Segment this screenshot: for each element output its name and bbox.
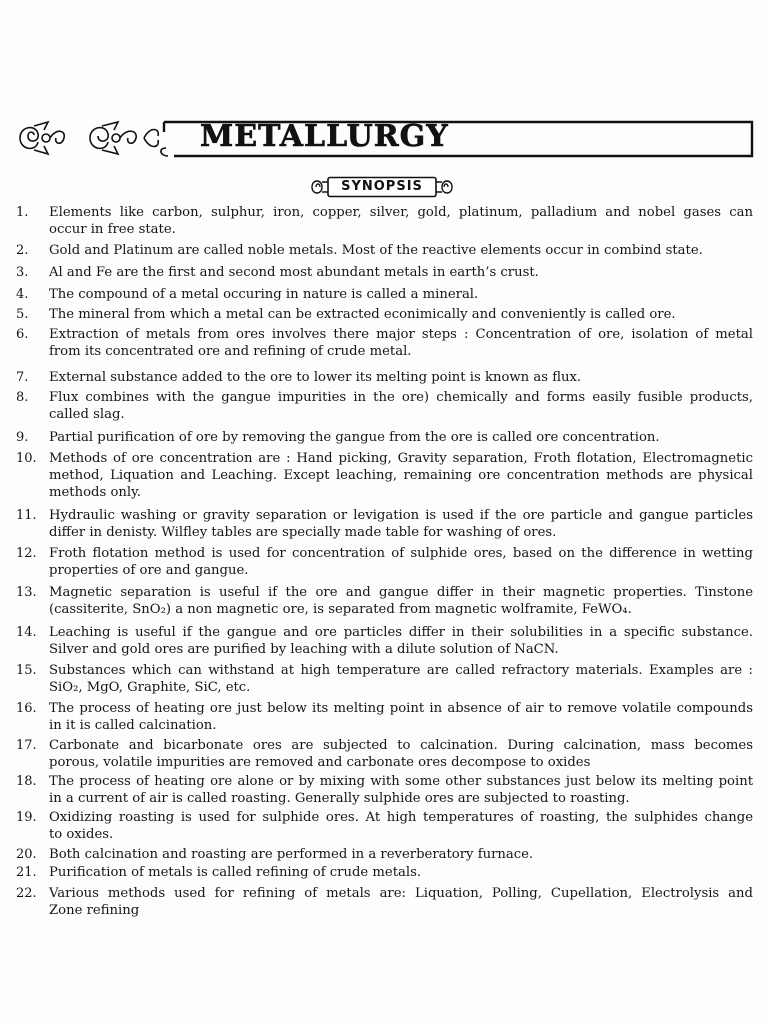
list-item-line: Magnetic separation is useful if the ore and gangue differ in their magnetic properties. Tinstone	[49, 585, 753, 600]
list-item-text	[49, 624, 753, 658]
list-item-number: 17.	[16, 738, 37, 753]
list-item-line: to oxides.	[49, 827, 114, 843]
list-item-number: 10.	[16, 451, 37, 466]
list-item-number: 4.	[16, 287, 29, 302]
list-item-line: Purification of metals is called refining of crude metals.	[49, 865, 422, 880]
list-item-line: Partial purification of ore by removing the gangue from the ore is called ore concentration.	[49, 430, 660, 445]
list-item-line: External substance added to the ore to lower its melting point is known as flux.	[49, 370, 582, 385]
list-item-number: 13.	[16, 585, 37, 600]
list-item-text	[49, 389, 753, 423]
list-item-line: Hydraulic washing or gravity separation or levigation is used if the ore particle and gangue particles	[49, 508, 753, 523]
list-item-text	[49, 809, 753, 843]
list-item-line: differ in denisty. Wilfley tables are specially made table for washing of ores.	[49, 525, 557, 541]
list-item-number: 5.	[16, 307, 29, 322]
list-item-text	[49, 773, 753, 807]
list-item-line: in a current of air is called roasting. Generally sulphide ores are subjected to roasting.	[49, 791, 630, 807]
list-item-line: The compound of a metal occuring in nature is called a mineral.	[49, 287, 479, 302]
list-item-line: The process of heating ore just below its melting point in absence of air to remove volatile compounds	[49, 701, 753, 716]
list-item-number: 11.	[16, 508, 37, 523]
list-item-line: called slag.	[49, 407, 125, 423]
list-item-line: Al and Fe are the first and second most abundant metals in earth’s crust.	[49, 265, 539, 280]
list-item-number: 3.	[16, 265, 29, 280]
list-item-line: Zone refining	[49, 903, 140, 919]
list-item-number: 19.	[16, 810, 37, 825]
list-item-text	[49, 326, 753, 360]
list-item-line: Various methods used for refining of metals are: Liquation, Polling, Cupellation, Electrolysis and	[49, 886, 753, 901]
list-item-number: 1.	[16, 205, 29, 220]
list-item-line: The mineral from which a metal can be extracted econimically and conveniently is called ore.	[49, 307, 676, 322]
synopsis-ornament-left-icon	[312, 181, 328, 193]
title-banner	[14, 118, 754, 158]
list-item-line: Froth flotation method is used for concentration of sulphide ores, based on the difference in wetting	[49, 546, 753, 561]
synopsis-ornament-right-icon	[436, 181, 452, 193]
list-item-number: 20.	[16, 847, 37, 862]
list-item-line: properties of ore and gangue.	[49, 563, 249, 579]
list-item-number: 9.	[16, 430, 29, 445]
list-item-line: Oxidizing roasting is used for sulphide ores. At high temperatures of roasting, the sulphides change	[49, 810, 753, 825]
list-item-text	[49, 737, 753, 771]
list-item-line: porous, volatile impurities are removed and carbonate ores decompose to oxides	[49, 755, 591, 771]
list-item-line: from its concentrated ore and refining of crude metal.	[49, 344, 412, 360]
list-item-line: method, Liquation and Leaching. Except leaching, remaining ore concentration methods are physical	[49, 468, 753, 484]
list-item-text	[49, 264, 753, 281]
list-item-line: methods only.	[49, 485, 141, 501]
synopsis-heading	[308, 176, 456, 198]
page-title: METALLURGY	[200, 119, 449, 154]
list-item-line: in it is called calcination.	[49, 718, 217, 734]
list-item-line: Extraction of metals from ores involves there major steps : Concentration of ore, isolation of metal	[49, 327, 753, 342]
list-item-number: 18.	[16, 774, 37, 789]
synopsis-label: SYNOPSIS	[341, 179, 423, 194]
list-item-text	[49, 864, 753, 881]
list-item-text	[49, 545, 753, 579]
list-item-number: 12.	[16, 546, 37, 561]
list-item-line: Gold and Platinum are called noble metals. Most of the reactive elements occur in combind state.	[49, 243, 703, 258]
list-item-line: occur in free state.	[49, 222, 176, 238]
list-item-line: SiO₂, MgO, Graphite, SiC, etc.	[49, 680, 251, 696]
list-item-text	[49, 306, 753, 323]
list-item-number: 7.	[16, 370, 29, 385]
list-item-text	[49, 507, 753, 541]
list-item-line: Flux combines with the gangue impurities in the ore) chemically and forms easily fusible products,	[49, 390, 753, 405]
list-item-text	[49, 204, 753, 238]
list-item-number: 21.	[16, 865, 37, 880]
list-item-text	[49, 242, 753, 259]
list-item-line: (cassiterite, SnO₂) a non magnetic ore, is separated from magnetic wolframite, FeWO₄.	[49, 602, 632, 618]
list-item-text	[49, 662, 753, 696]
list-item-text	[49, 846, 753, 863]
list-item-text	[49, 369, 753, 386]
list-item-number: 14.	[16, 625, 37, 640]
list-item-line: Substances which can withstand at high temperature are called refractory materials. Examples are :	[49, 663, 753, 678]
list-item-number: 8.	[16, 390, 29, 405]
list-item-text	[49, 700, 753, 734]
list-item-line: Both calcination and roasting are performed in a reverberatory furnace.	[49, 847, 534, 862]
list-item-line: Silver and gold ores are purified by leaching with a dilute solution of NaCN.	[49, 642, 559, 658]
list-item-number: 2.	[16, 243, 29, 258]
list-item-text	[49, 584, 753, 618]
list-item-text	[49, 286, 753, 303]
list-item-line: Elements like carbon, sulphur, iron, copper, silver, gold, platinum, palladium and nobel gases can	[49, 205, 753, 220]
list-item-number: 15.	[16, 663, 37, 678]
list-item-text	[49, 450, 753, 502]
list-item-line: The process of heating ore alone or by mixing with some other substances just below its melting point	[49, 774, 753, 789]
list-item-number: 16.	[16, 701, 37, 716]
ornament-right-icon	[90, 122, 158, 154]
list-item-line: Carbonate and bicarbonate ores are subjected to calcination. During calcination, mass becomes	[49, 738, 753, 753]
list-item-line: Methods of ore concentration are : Hand picking, Gravity separation, Froth flotation, Electromagnetic	[49, 451, 753, 466]
list-item-number: 6.	[16, 327, 29, 342]
ornament-left-icon	[20, 122, 64, 154]
list-item-number: 22.	[16, 886, 37, 901]
list-item-text	[49, 885, 753, 919]
list-item-line: Leaching is useful if the gangue and ore particles differ in their solubilities in a specific substance.	[49, 625, 753, 640]
list-item-text	[49, 429, 753, 446]
